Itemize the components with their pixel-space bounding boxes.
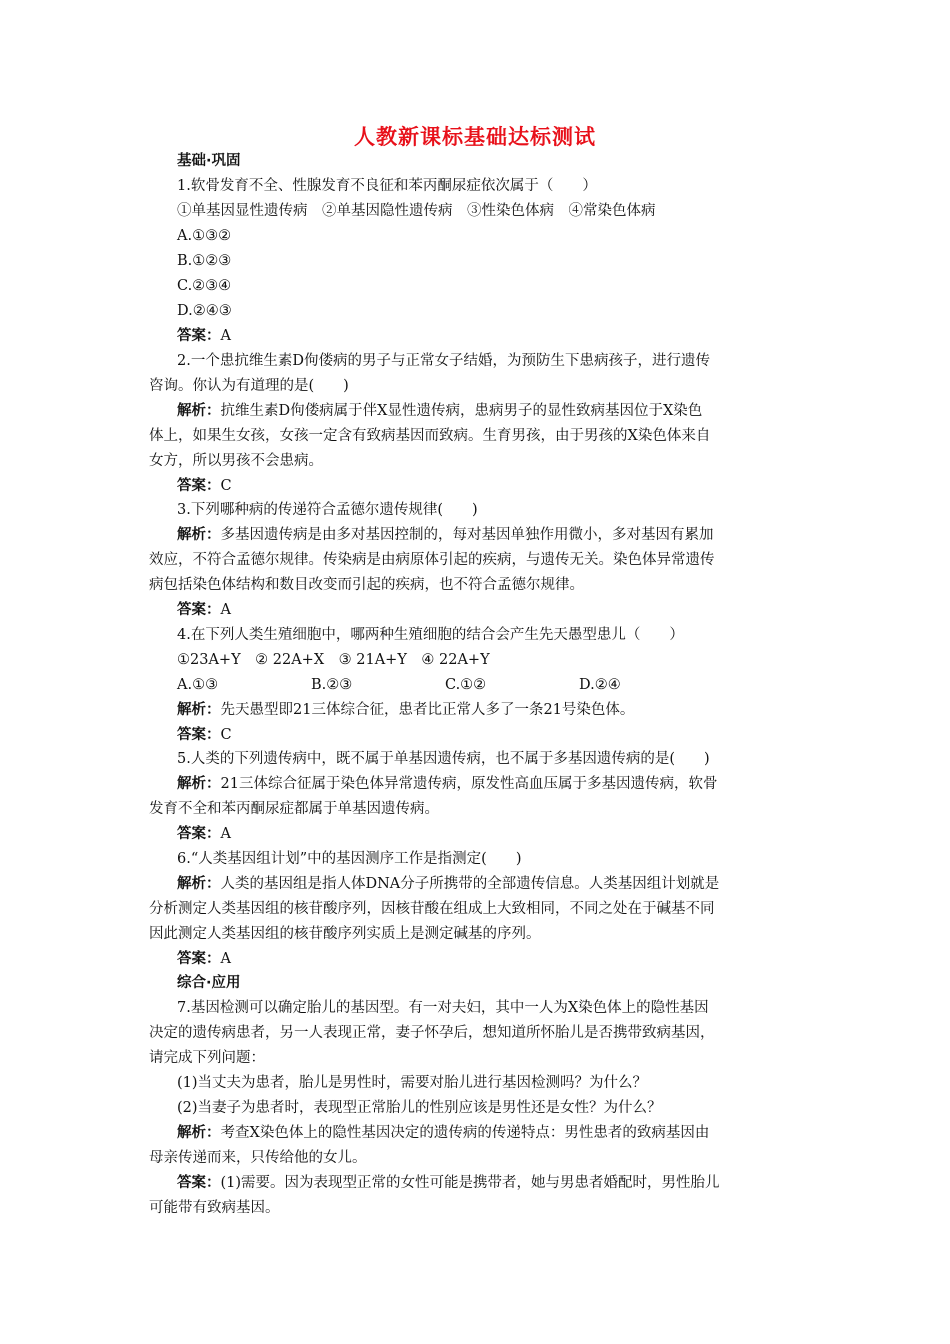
page-title: 人教新课标基础达标测试 bbox=[354, 125, 596, 149]
answer-label: 答案： bbox=[177, 602, 221, 618]
answer-label: 答案： bbox=[177, 1175, 221, 1191]
section-heading-comprehensive: 综合·应用 bbox=[177, 975, 241, 991]
q3-answer bbox=[177, 600, 231, 620]
answer-label: 答案： bbox=[177, 478, 221, 494]
answer-label: 答案： bbox=[177, 951, 221, 967]
analysis-text: 抗维生素D佝偻病属于伴X显性遗传病，患病男子的显性致病基因位于X染色 bbox=[220, 403, 703, 419]
q7-analysis-line2: 母亲传递而来，只传给他的女儿。 bbox=[149, 1150, 367, 1166]
section-heading-basic: 基础·巩固 bbox=[177, 153, 241, 169]
q1-option-b: B.①②③ bbox=[177, 253, 232, 269]
q6-analysis-line2: 分析测定人类基因组的核苷酸序列，因核苷酸在组成上大致相同，不同之处在于碱基不同 bbox=[149, 901, 715, 917]
q4-option-d: D.②④ bbox=[579, 677, 621, 693]
q7-stem-line3: 请完成下列问题： bbox=[149, 1050, 265, 1066]
analysis-label: 解析： bbox=[177, 1125, 221, 1141]
answer-label: 答案： bbox=[177, 826, 221, 842]
analysis-label: 解析： bbox=[177, 403, 221, 419]
analysis-label: 解析： bbox=[177, 776, 221, 792]
q1-option-d: D.②④③ bbox=[177, 303, 232, 319]
q4-answer bbox=[177, 725, 232, 745]
analysis-label: 解析： bbox=[177, 527, 221, 543]
q4-option-b: B.②③ bbox=[311, 677, 353, 693]
q7-subquestion-2: (2)当妻子为患者时，表现型正常胎儿的性别应该是男性还是女性？为什么？ bbox=[177, 1100, 662, 1116]
q7-stem-line1: 7.基因检测可以确定胎儿的基因型。有一对夫妇，其中一人为X染色体上的隐性基因 bbox=[177, 1000, 709, 1016]
analysis-text: 人类的基因组是指人体DNA分子所携带的全部遗传信息。人类基因组计划就是 bbox=[220, 876, 720, 892]
q1-answer bbox=[177, 326, 231, 346]
q7-answer-line2: 可能带有致病基因。 bbox=[149, 1200, 280, 1216]
analysis-label: 解析： bbox=[177, 876, 221, 892]
q3-analysis-line1 bbox=[177, 525, 714, 545]
q1-option-a: A.①③② bbox=[177, 228, 232, 244]
q1-stem: 1.软骨发育不全、性腺发育不良征和苯丙酮尿症依次属于（ ） bbox=[177, 178, 597, 194]
q2-answer bbox=[177, 476, 232, 496]
answer-label: 答案： bbox=[177, 328, 221, 344]
q7-analysis-line1 bbox=[177, 1123, 709, 1143]
answer-value: C bbox=[220, 478, 232, 494]
q5-analysis-line1 bbox=[177, 774, 717, 794]
answer-value: A bbox=[220, 826, 231, 842]
q5-stem: 5.人类的下列遗传病中，既不属于单基因遗传病，也不属于多基因遗传病的是( ) bbox=[177, 751, 710, 767]
analysis-text: 考查X染色体上的隐性基因决定的遗传病的传递特点：男性患者的致病基因由 bbox=[220, 1125, 710, 1141]
q3-stem: 3.下列哪种病的传递符合孟德尔遗传规律( ) bbox=[177, 502, 478, 518]
q6-analysis-line3: 因此测定人类基因组的核苷酸序列实质上是测定碱基的序列。 bbox=[149, 926, 541, 942]
q4-option-c: C.①② bbox=[445, 677, 487, 693]
q1-option-c: C.②③④ bbox=[177, 278, 232, 294]
q6-answer bbox=[177, 949, 231, 969]
q4-items: ①23A+Y ② 22A+X ③ 21A+Y ④ 22A+Y bbox=[177, 652, 490, 668]
q5-answer bbox=[177, 824, 231, 844]
q2-stem-line1: 2.一个患抗维生素D佝偻病的男子与正常女子结婚，为预防生下患病孩子，进行遗传 bbox=[177, 353, 710, 369]
q1-items: ①单基因显性遗传病 ②单基因隐性遗传病 ③性染色体病 ④常染色体病 bbox=[177, 203, 656, 219]
q3-analysis-line3: 病包括染色体结构和数目改变而引起的疾病，也不符合孟德尔规律。 bbox=[149, 577, 584, 593]
q7-answer-line1 bbox=[177, 1173, 720, 1193]
q6-stem: 6.“人类基因组计划”中的基因测序工作是指测定( ) bbox=[177, 851, 522, 867]
analysis-label: 解析： bbox=[177, 702, 221, 718]
analysis-text: 多基因遗传病是由多对基因控制的，每对基因单独作用微小，多对基因有累加 bbox=[220, 527, 714, 543]
answer-value: C bbox=[220, 727, 232, 743]
q4-stem: 4.在下列人类生殖细胞中，哪两种生殖细胞的结合会产生先天愚型患儿（ ） bbox=[177, 627, 684, 643]
q5-analysis-line2: 发育不全和苯丙酮尿症都属于单基因遗传病。 bbox=[149, 801, 439, 817]
q2-analysis-line3: 女方，所以男孩不会患病。 bbox=[149, 453, 323, 469]
q3-analysis-line2: 效应，不符合孟德尔规律。传染病是由病原体引起的疾病，与遗传无关。染色体异常遗传 bbox=[149, 552, 715, 568]
q2-analysis-line1 bbox=[177, 401, 702, 421]
q6-analysis-line1 bbox=[177, 874, 719, 894]
answer-value: A bbox=[220, 951, 231, 967]
q4-analysis bbox=[177, 700, 634, 720]
answer-value: A bbox=[220, 602, 231, 618]
analysis-text: 先天愚型即21三体综合征，患者比正常人多了一条21号染色体。 bbox=[220, 702, 635, 718]
answer-value: A bbox=[220, 328, 231, 344]
q7-subquestion-1: (1)当丈夫为患者，胎儿是男性时，需要对胎儿进行基因检测吗？为什么？ bbox=[177, 1075, 648, 1091]
q2-stem-line2: 咨询。你认为有道理的是( ) bbox=[149, 378, 349, 394]
analysis-text: 21三体综合征属于染色体异常遗传病，原发性高血压属于多基因遗传病，软骨 bbox=[220, 776, 718, 792]
q4-option-a: A.①③ bbox=[177, 677, 219, 693]
answer-label: 答案： bbox=[177, 727, 221, 743]
q2-analysis-line2: 体上，如果生女孩，女孩一定含有致病基因而致病。生育男孩，由于男孩的X染色体来自 bbox=[149, 428, 711, 444]
q7-stem-line2: 决定的遗传病患者，另一人表现正常，妻子怀孕后，想知道所怀胎儿是否携带致病基因， bbox=[149, 1025, 715, 1041]
answer-text: (1)需要。因为表现型正常的女性可能是携带者，她与男患者婚配时，男性胎儿 bbox=[220, 1175, 720, 1191]
